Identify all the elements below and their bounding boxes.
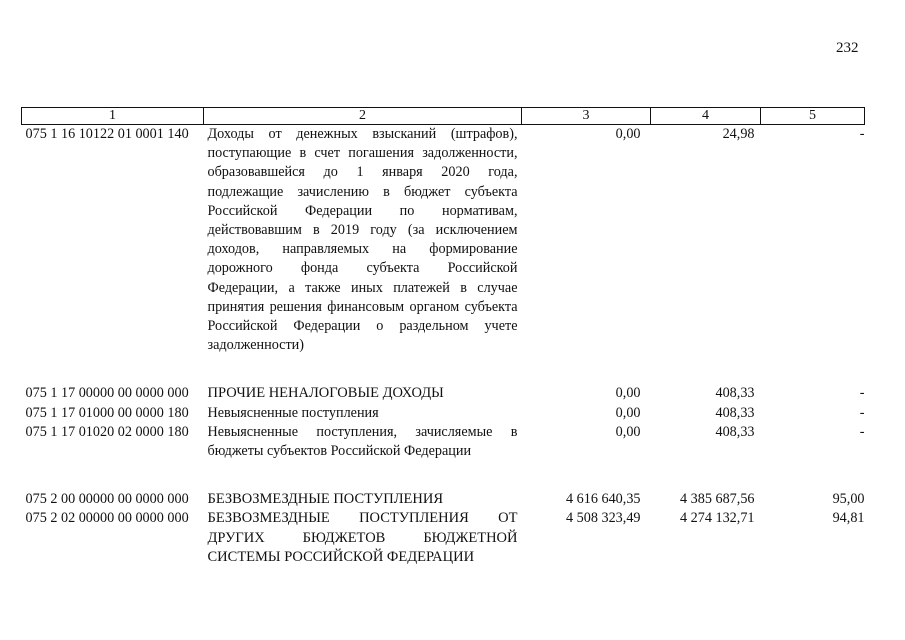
row-name: БЕЗВОЗМЕЗДНЫЕ ПОСТУПЛЕНИЯ [207, 491, 444, 508]
row-code: 075 1 17 01000 00 0000 180 [25, 404, 189, 421]
row-code: 075 2 00 00000 00 0000 000 [25, 491, 189, 508]
header-col-2: 2 [204, 108, 522, 125]
row-col-3: 4 508 323,49 [566, 510, 641, 527]
table-row [22, 404, 865, 423]
row-col-3: 0,00 [615, 385, 641, 402]
row-col-5: 94,81 [832, 510, 865, 527]
row-col-4: 24,98 [722, 126, 755, 142]
row-spacer [22, 461, 865, 490]
row-col-3: 0,00 [615, 126, 641, 142]
table-row [22, 423, 865, 461]
page-number: 232 [836, 40, 859, 56]
header-col-5: 5 [761, 108, 865, 125]
header-col-3: 3 [522, 108, 651, 125]
row-code: 075 1 16 10122 01 0001 140 [25, 126, 189, 142]
row-col-3: 0,00 [615, 404, 641, 421]
header-col-1: 1 [22, 108, 204, 125]
row-code: 075 2 02 00000 00 0000 000 [25, 510, 189, 527]
row-col-5: - [859, 126, 865, 142]
table-header [22, 108, 865, 125]
row-col-5: - [859, 423, 865, 440]
row-name: Доходы от денежных взысканий (штрафов), поступающие в счет погашения задолженности, образовавшейся до 1 января 2020 года, подлежащие зачислению в бюджет субъекта Российской Федерации по нормативам, действовавшим в 2019 году (за исключением доходов, направляемых на формирование дорожного фонда субъекта Российской Федерации, а также иных платежей в случае принятия решения финансовым органом субъекта Российской Федерации о раздельном учете задолженности) [207, 126, 518, 354]
table-row [22, 490, 865, 509]
row-col-5: - [859, 404, 865, 421]
row-code: 075 1 17 00000 00 0000 000 [25, 385, 189, 402]
table-row [22, 384, 865, 403]
budget-table [21, 107, 865, 567]
row-col-5: 95,00 [832, 491, 865, 508]
row-name: БЕЗВОЗМЕЗДНЫЕ ПОСТУПЛЕНИЯ ОТ ДРУГИХ БЮДЖЕТОВ БЮДЖЕТНОЙ СИСТЕМЫ РОССИЙСКОЙ ФЕДЕРАЦИИ [207, 510, 518, 565]
row-col-4: 408,33 [715, 423, 755, 440]
header-col-4: 4 [651, 108, 761, 125]
row-col-4: 408,33 [715, 385, 755, 402]
row-name: ПРОЧИЕ НЕНАЛОГОВЫЕ ДОХОДЫ [207, 385, 444, 402]
row-col-4: 4 385 687,56 [680, 491, 755, 508]
table-row [22, 125, 865, 356]
row-col-3: 4 616 640,35 [566, 491, 641, 508]
table-row [22, 509, 865, 567]
row-col-4: 408,33 [715, 404, 755, 421]
row-name: Невыясненные поступления [207, 404, 379, 421]
row-col-5: - [859, 385, 865, 402]
row-spacer [22, 355, 865, 384]
row-col-3: 0,00 [615, 423, 641, 440]
row-name: Невыясненные поступления, зачисляемые в бюджеты субъектов Российской Федерации [207, 423, 518, 460]
row-col-4: 4 274 132,71 [680, 510, 755, 527]
row-code: 075 1 17 01020 02 0000 180 [25, 423, 189, 440]
